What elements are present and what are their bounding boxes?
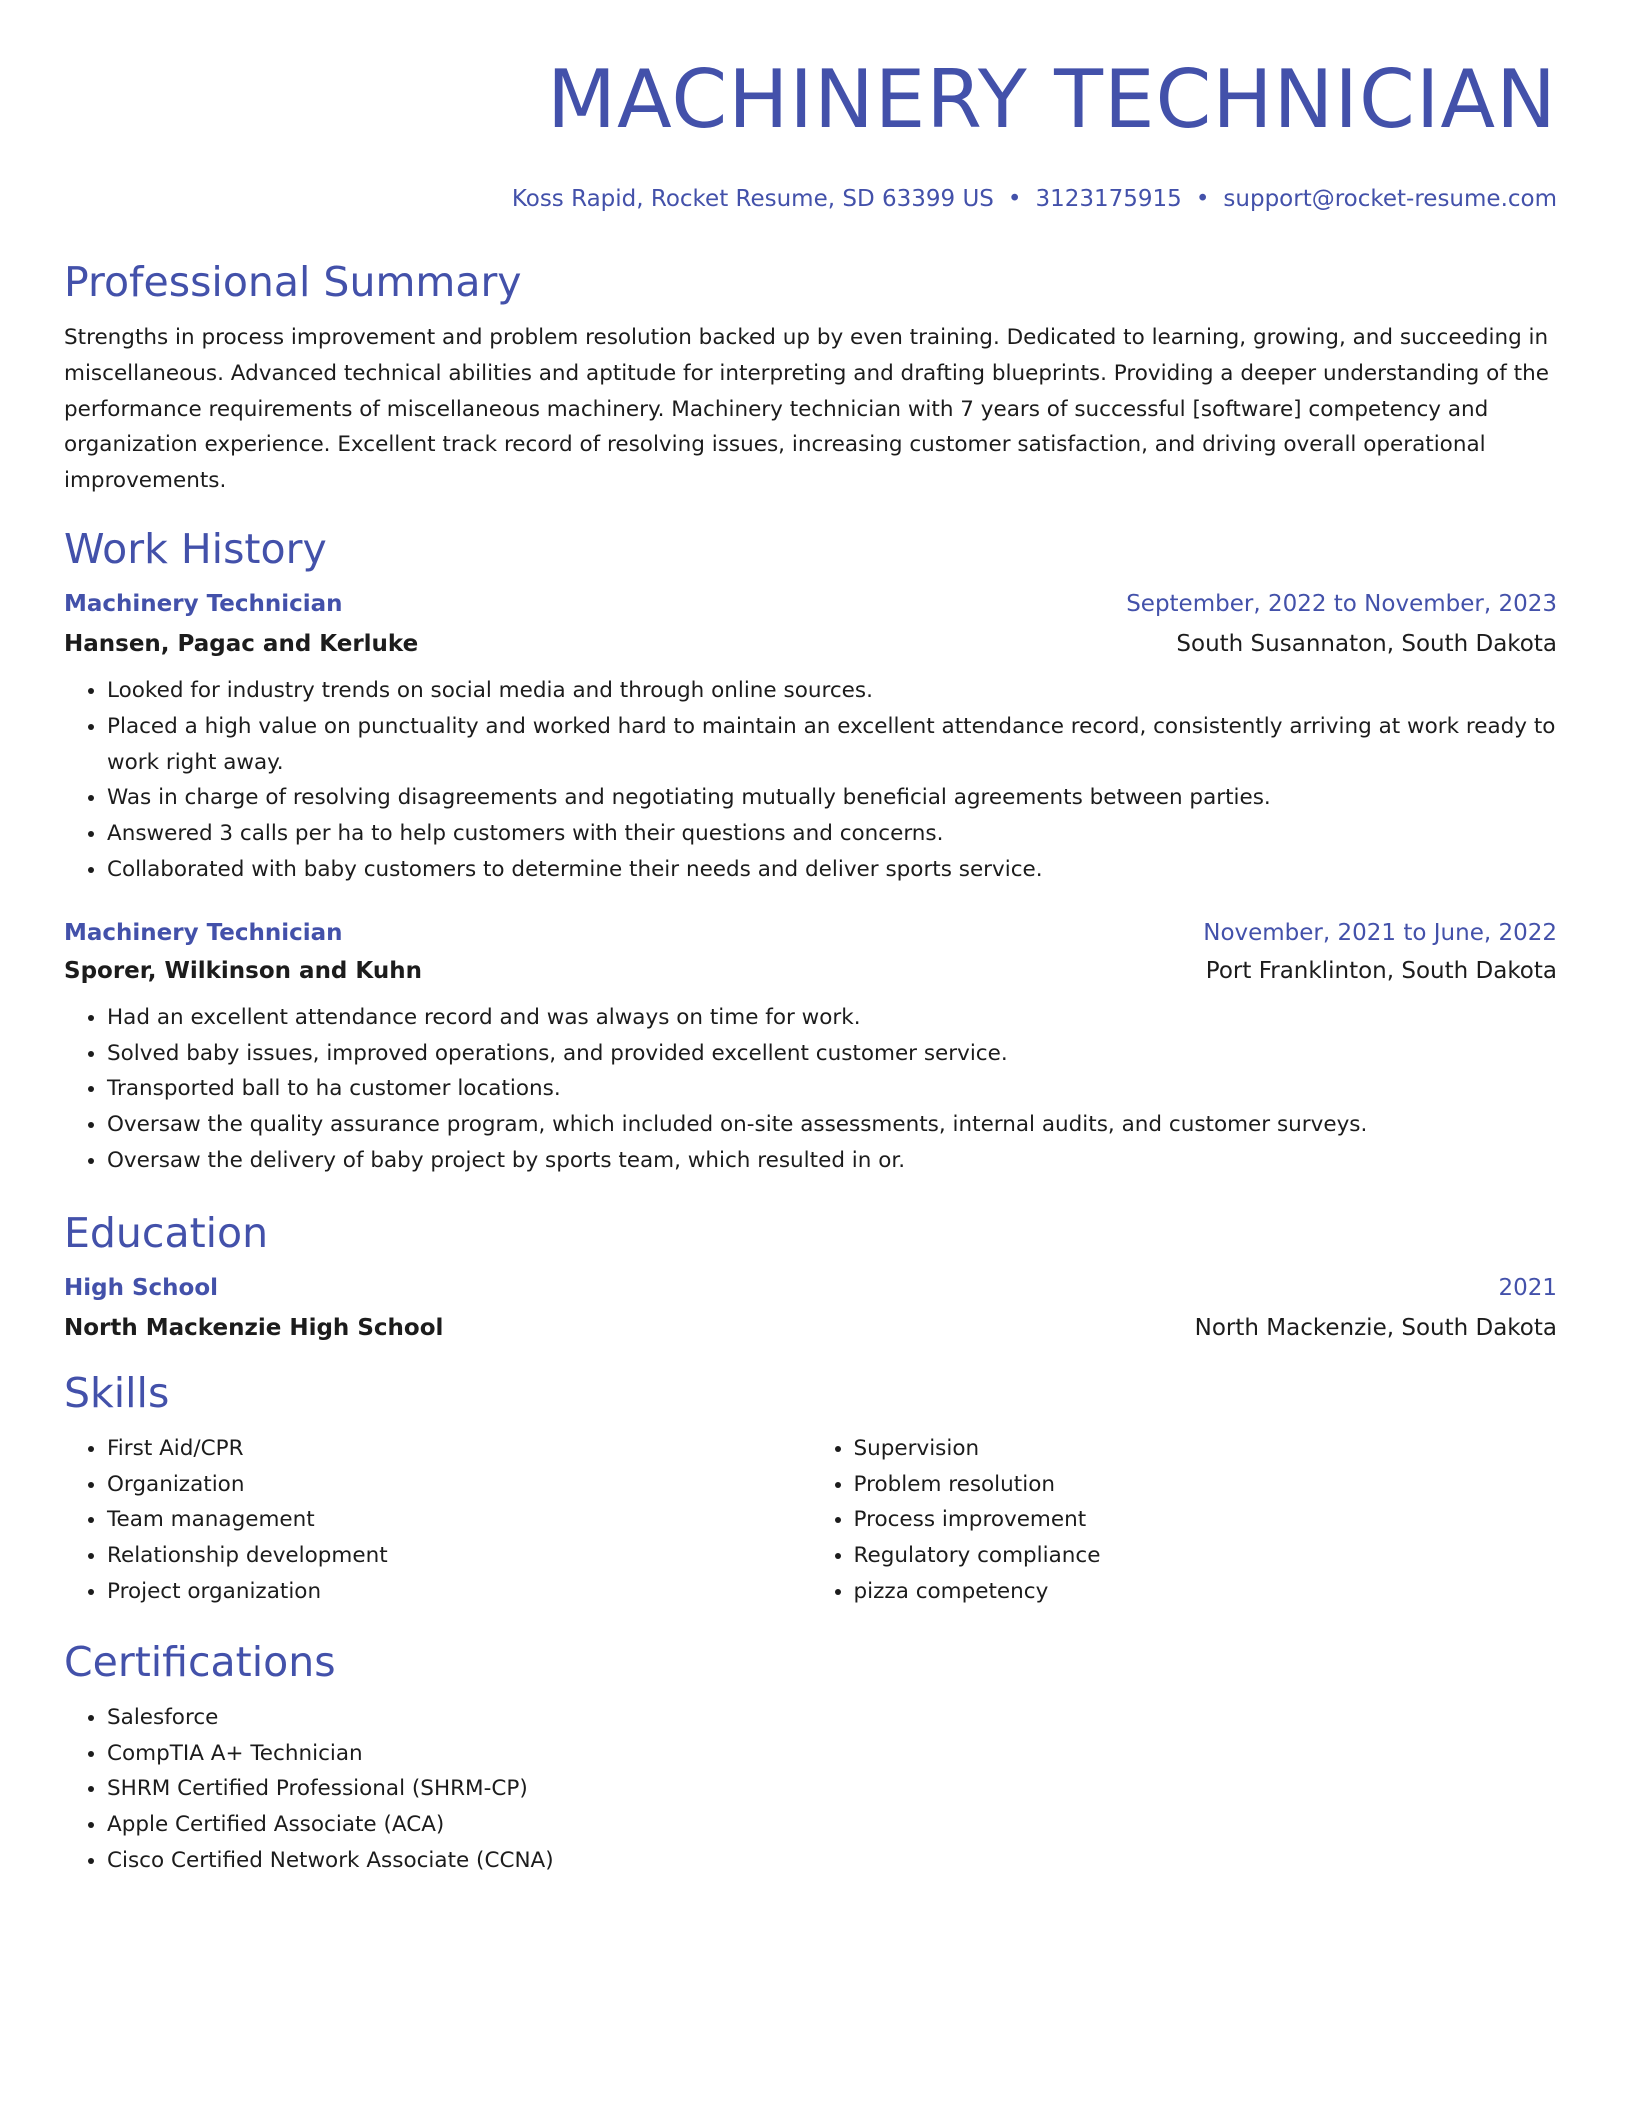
contact-line [64,184,1557,214]
job-employer: Hansen, Pagac and Kerluke [64,630,419,657]
education-entry [64,1273,1557,1343]
job-duty: • Oversaw the delivery of baby project by sports team, which resulted in or. [107,1143,1557,1179]
education-school: North Mackenzie High School [64,1314,444,1341]
skill-item: • Regulatory compliance [854,1538,1558,1574]
summary-heading: Professional Summary [64,258,522,306]
job-entry [64,589,1557,888]
contact-separator: • [1007,186,1022,212]
certification-item: • Apple Certified Associate (ACA) [107,1807,1557,1843]
job-title: Machinery Technician [64,919,343,946]
certification-item: • Salesforce [107,1700,1557,1736]
job-duty: • Had an excellent attendance record and was always on time for work. [107,1000,1557,1036]
skill-item: • Team management [107,1502,811,1538]
skills-list-right [811,1431,1558,1610]
skill-item: • First Aid/CPR [107,1431,811,1467]
job-duty: • Placed a high value on punctuality and worked hard to maintain an excellent attendance record, consistently arriving at work ready to work right away. [107,709,1557,781]
job-dates: November, 2021 to June, 2022 [1203,919,1557,946]
skill-item: • Organization [107,1467,811,1503]
job-dates: September, 2022 to November, 2023 [1126,590,1557,617]
resume-page [64,48,1557,1879]
job-duty: • Looked for industry trends on social media and through online sources. [107,673,1557,709]
certifications-heading: Certifications [64,1637,336,1686]
education-location: North Mackenzie, South Dakota [1194,1314,1557,1341]
education-degree: High School [64,1274,219,1301]
job-location: Port Franklinton, South Dakota [1205,957,1557,984]
job-duty: • Oversaw the quality assurance program, which included on-site assessments, internal audits, and customer surveys. [107,1107,1557,1143]
job-entry [64,918,1557,1179]
certification-item: • CompTIA A+ Technician [107,1736,1557,1772]
job-duty: • Transported ball to ha customer locations. [107,1071,1557,1107]
job-duty: • Collaborated with baby customers to determine their needs and deliver sports service. [107,852,1557,888]
education-heading: Education [64,1208,269,1257]
skills-list-left [64,1431,811,1610]
work-history-heading: Work History [64,524,327,573]
job-duty: • Was in charge of resolving disagreements and negotiating mutually beneficial agreements between parties. [107,780,1557,816]
resume-name: MACHINERY TECHNICIAN [547,53,1557,146]
skill-item: • Project organization [107,1574,811,1610]
skill-item: • Problem resolution [854,1467,1558,1503]
job-location: South Susannaton, South Dakota [1176,630,1557,657]
skills-grid [64,1431,1557,1610]
contact-separator: • [1195,186,1210,212]
skills-heading: Skills [64,1368,170,1417]
job-title: Machinery Technician [64,590,343,617]
skill-item: • Process improvement [854,1502,1558,1538]
skill-item: • pizza competency [854,1574,1558,1610]
job-duty: • Solved baby issues, improved operations, and provided excellent customer service. [107,1036,1557,1072]
job-duty: • Answered 3 calls per ha to help customers with their questions and concerns. [107,816,1557,852]
job-duties-list [64,1000,1557,1179]
job-employer: Sporer, Wilkinson and Kuhn [64,957,422,984]
skill-item: • Relationship development [107,1538,811,1574]
summary-text: Strengths in process improvement and problem resolution backed up by even training. Dedicated to learning, growing, and succeeding in miscellaneous. Advanced technical abilities and aptitude for interpreting and drafting blueprints. Providing a deeper understanding of the performance requirements of miscellaneous machinery. Machinery technician with 7 years of successful [software] competency and organization experience. Excellent track record of resolving issues, increasing customer satisfaction, and driving overall operational improvements. [64,325,1549,494]
certifications-list [64,1700,1557,1879]
education-year: 2021 [1498,1274,1557,1301]
contact-phone: 3123175915 [1035,186,1182,212]
certification-item: • SHRM Certified Professional (SHRM-CP) [107,1771,1557,1807]
contact-address: Koss Rapid, Rocket Resume, SD 63399 US [511,186,994,212]
job-duties-list [64,673,1557,888]
contact-email: support@rocket-resume.com [1223,186,1557,212]
skill-item: • Supervision [854,1431,1558,1467]
certification-item: • Cisco Certified Network Associate (CCNA) [107,1843,1557,1879]
